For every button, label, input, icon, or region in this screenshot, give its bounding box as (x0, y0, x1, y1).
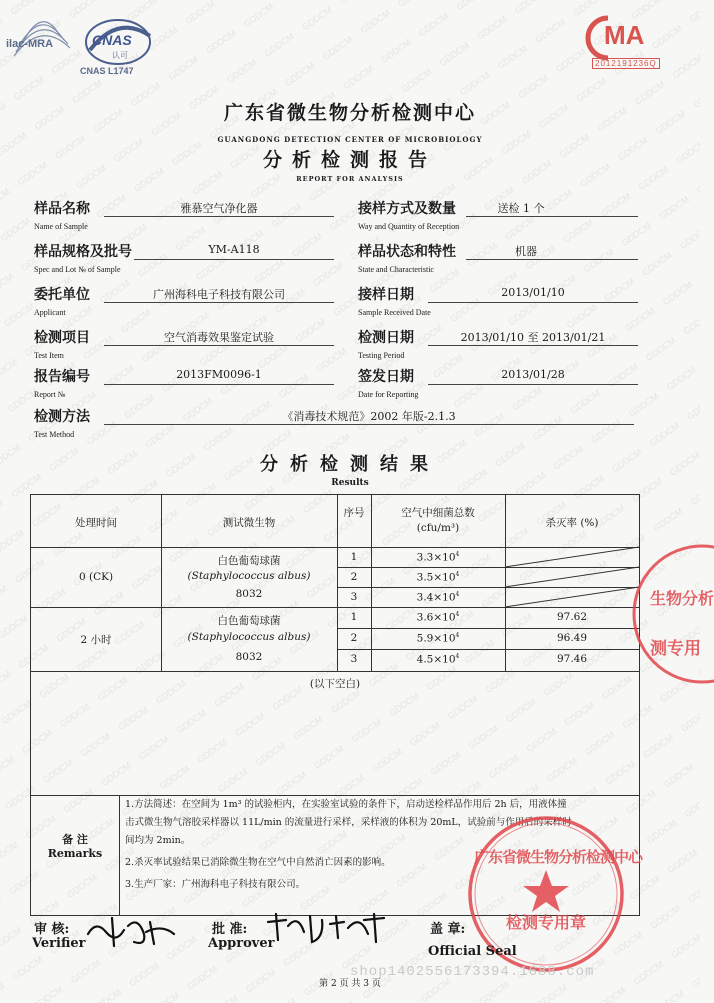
remark-line-4: 2.杀灭率试验结果已消除微生物在空气中自然消亡因素的影响。 (125, 857, 391, 868)
header-seq: 序号 (343, 507, 365, 519)
field-label: 检测方法 (34, 409, 90, 425)
cma-text: MA (604, 20, 645, 50)
field-test-method (34, 406, 634, 446)
g2-row1-seq: 1 (350, 611, 358, 623)
g2-row2-rate: 96.49 (556, 632, 588, 644)
field-label: 接样日期 (358, 287, 414, 303)
verifier-label-en: Verifier (32, 936, 86, 951)
field-sub: Testing Period (358, 351, 405, 360)
remark-line-5: 3.生产厂家：广州海科电子科技有限公司。 (125, 879, 306, 890)
field-sub: State and Characteristic (358, 265, 434, 274)
field-test-period (358, 327, 638, 367)
g2-row3-rate: 97.46 (556, 653, 588, 665)
field-value: 广州海科电子科技有限公司 (153, 288, 285, 301)
watermark-url: shop1402556173394.1688.com (350, 964, 595, 980)
field-sub: Date for Reporting (358, 390, 419, 399)
field-sub: Applicant (34, 308, 66, 317)
group2-strain: 8032 (235, 651, 263, 663)
approver-signature (264, 908, 394, 948)
g1-row2-seq: 2 (350, 571, 358, 583)
field-sub: Spec and Lot № of Sample (34, 265, 121, 274)
g1-row2-count: $3.5\times 10^4$ (416, 571, 460, 584)
header-count-line2: (cfu/m³) (416, 522, 460, 534)
remark-line-1: 1.方法简述：在空间为 1m³ 的试验柜内，在实验室试验的条件下，启动送检样品作用后 2h 后，用液体撞 (125, 799, 567, 810)
remark-line-3: 间均为 2min。 (125, 835, 191, 846)
field-sub: Way and Quantity of Reception (358, 222, 460, 231)
group1-organism-cn: 白色葡萄球菌 (217, 555, 281, 567)
field-sub: Name of Sample (34, 222, 88, 231)
cma-code: 2012191236Q (592, 58, 660, 69)
seal-label-en: Official Seal (428, 944, 517, 959)
header-rate: 杀灭率 (%) (545, 517, 599, 529)
cnas-sub: 认可 (112, 51, 128, 60)
group2-time: 2 小时 (80, 634, 112, 646)
g1-row1-seq: 1 (350, 551, 358, 563)
group1-time: 0 (CK) (78, 571, 114, 583)
approver-label-en: Approver (208, 936, 275, 951)
field-report-no (34, 366, 334, 406)
field-sub: Test Item (34, 351, 64, 360)
cnas-text: CNAS (92, 32, 132, 48)
results-title-en: Results (331, 478, 369, 488)
approver-label-cn: 批 准: (212, 922, 248, 937)
field-sample-state (358, 241, 638, 281)
field-test-item (34, 327, 334, 367)
group1-strain: 8032 (235, 588, 263, 600)
field-value: 2013/01/28 (501, 368, 565, 381)
field-value: 《消毒技术规范》2002 年版-2.1.3 (282, 410, 456, 423)
field-value: 2013/01/10 (501, 286, 565, 299)
group1-organism-latin: (Staphylococcus albus) (187, 570, 311, 582)
seal-center-text: 检测专用章 (505, 913, 586, 932)
remarks-label-cn: 备 注 (62, 833, 88, 846)
field-value: YM-A118 (208, 243, 260, 256)
field-received-date (358, 284, 638, 324)
org-title-cn: 广东省微生物分析检测中心 (223, 102, 476, 124)
group2-organism-cn: 白色葡萄球菌 (217, 615, 281, 627)
report-title-en: REPORT FOR ANALYSIS (296, 175, 404, 183)
g2-row1-rate: 97.62 (556, 611, 588, 623)
field-label: 检测日期 (358, 330, 414, 346)
field-sub: Test Method (34, 430, 75, 439)
field-spec-lot (34, 241, 334, 281)
field-sub: Sample Received Date (358, 308, 431, 317)
cnas-code: CNAS L1747 (80, 66, 134, 76)
ilac-text: ilac-MRA (6, 38, 54, 50)
field-sub: Report № (34, 390, 66, 399)
field-value: 空气消毒效果鉴定试验 (164, 331, 274, 344)
field-label: 样品状态和特性 (358, 244, 456, 260)
g2-row3-count: $4.5\times 10^4$ (416, 653, 460, 666)
side-stamp (628, 538, 700, 690)
field-label: 报告编号 (34, 369, 90, 385)
side-stamp-text: 生物分析 (650, 589, 714, 608)
g1-row3-count: $3.4\times 10^4$ (416, 591, 460, 604)
field-value: 2013/01/10 至 2013/01/21 (460, 331, 606, 344)
field-sample-name (34, 198, 334, 238)
field-label: 签发日期 (358, 369, 414, 385)
blank-note: (以下空白) (309, 678, 361, 690)
g1-row1-count: $3.3\times 10^4$ (416, 551, 460, 564)
results-title-cn: 分析检测结果 (260, 454, 440, 475)
field-value: 2013FM0096-1 (176, 368, 262, 381)
g1-row3-seq: 3 (350, 591, 358, 603)
field-label: 委托单位 (34, 287, 90, 303)
field-sampling-method (358, 198, 638, 238)
field-label: 检测项目 (34, 330, 90, 346)
header-organism: 测试微生物 (222, 517, 276, 529)
g2-row1-count: $3.6\times 10^4$ (416, 611, 460, 624)
remarks-label-en: Remarks (47, 847, 103, 860)
rate-void-strikes (505, 547, 639, 607)
header-time: 处理时间 (75, 517, 117, 529)
org-title-en: GUANGDONG DETECTION CENTER OF MICROBIOLOGY (217, 135, 483, 144)
page-number: 第 2 页 共 3 页 (319, 979, 381, 989)
field-value: 雅慕空气净化器 (180, 202, 258, 215)
remark-line-2: 击式微生物气溶胶采样器以 11L/min 的流量进行采样，采样液的体积为 20mL，试验前与作用后的采样时 (125, 817, 572, 828)
g2-row2-seq: 2 (350, 632, 358, 644)
group2-organism-latin: (Staphylococcus albus) (187, 631, 311, 643)
field-value: 机器 (515, 245, 537, 258)
field-value: 送检 1 个 (497, 202, 545, 215)
field-label: 样品名称 (34, 201, 90, 217)
g2-row2-count: $5.9\times 10^4$ (416, 632, 460, 645)
header-count-line1: 空气中细菌总数 (401, 507, 475, 519)
field-label: 样品规格及批号 (34, 244, 132, 260)
g2-row3-seq: 3 (350, 653, 358, 665)
verifier-signature (84, 912, 180, 952)
report-title-cn: 分析检测报告 (262, 149, 437, 171)
seal-ring-text: 广东省微生物分析检测中心 (474, 848, 643, 866)
field-applicant (34, 284, 334, 324)
field-label: 接样方式及数量 (358, 201, 456, 217)
field-report-date (358, 366, 638, 406)
side-stamp-text-2: 测专用 (650, 639, 701, 659)
verifier-label-cn: 审 核: (34, 922, 70, 937)
seal-label-cn: 盖 章: (430, 922, 466, 937)
